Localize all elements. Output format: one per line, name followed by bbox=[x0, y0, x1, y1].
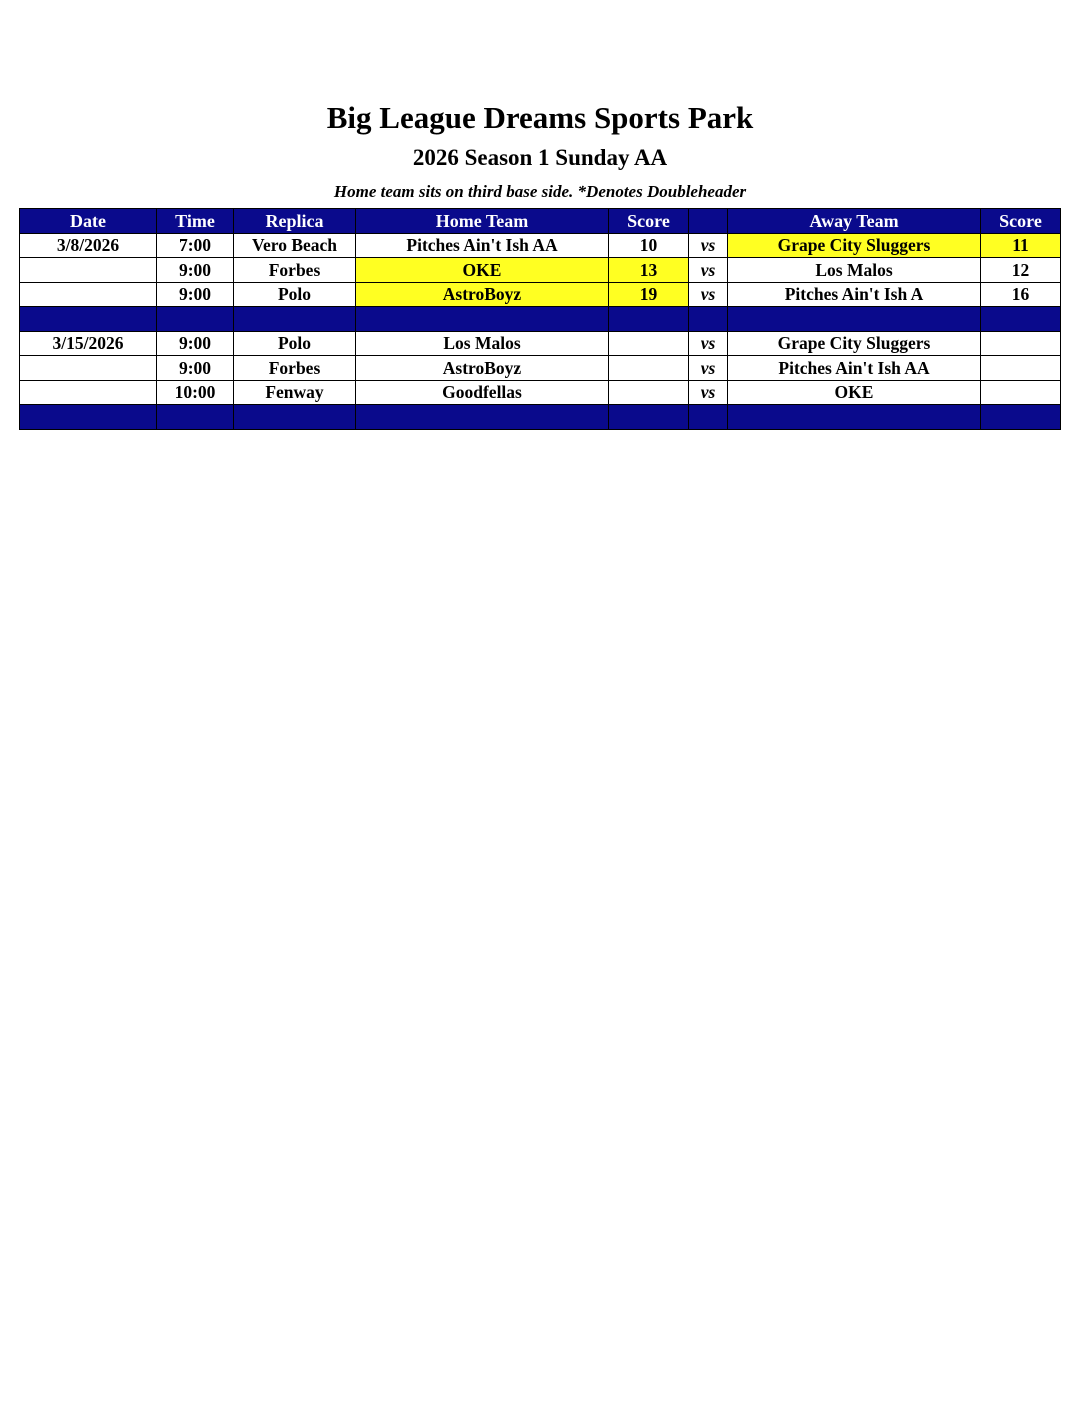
away-score bbox=[981, 356, 1061, 381]
header-vs bbox=[689, 209, 728, 234]
vs-label: vs bbox=[689, 282, 728, 307]
schedule-note: Home team sits on third base side. *Denotes Doubleheader bbox=[333, 182, 747, 201]
away-team-winner: Grape City Sluggers bbox=[728, 233, 981, 258]
schedule-table bbox=[19, 208, 1061, 430]
home-score-winner: 19 bbox=[609, 282, 689, 307]
week-separator-row bbox=[20, 307, 1061, 332]
game-replica: Polo bbox=[234, 282, 356, 307]
game-date bbox=[20, 356, 157, 381]
home-score bbox=[609, 356, 689, 381]
game-replica: Forbes bbox=[234, 356, 356, 381]
header-home-score: Score bbox=[609, 209, 689, 234]
home-score bbox=[609, 331, 689, 356]
away-score bbox=[981, 380, 1061, 405]
game-date: 3/8/2026 bbox=[20, 233, 157, 258]
home-team: Pitches Ain't Ish AA bbox=[356, 233, 609, 258]
game-time: 9:00 bbox=[157, 258, 234, 283]
away-team: Los Malos bbox=[728, 258, 981, 283]
game-time: 9:00 bbox=[157, 331, 234, 356]
game-time: 10:00 bbox=[157, 380, 234, 405]
game-replica: Forbes bbox=[234, 258, 356, 283]
header-away-score: Score bbox=[981, 209, 1061, 234]
away-team: OKE bbox=[728, 380, 981, 405]
vs-label: vs bbox=[689, 258, 728, 283]
page-title: Big League Dreams Sports Park bbox=[326, 100, 754, 135]
header-replica: Replica bbox=[234, 209, 356, 234]
game-date bbox=[20, 282, 157, 307]
home-team: Los Malos bbox=[356, 331, 609, 356]
away-team: Pitches Ain't Ish A bbox=[728, 282, 981, 307]
away-score: 16 bbox=[981, 282, 1061, 307]
header-home-team: Home Team bbox=[356, 209, 609, 234]
away-team: Grape City Sluggers bbox=[728, 331, 981, 356]
game-row bbox=[20, 233, 1061, 258]
away-score-winner: 11 bbox=[981, 233, 1061, 258]
home-team: AstroBoyz bbox=[356, 356, 609, 381]
game-replica: Fenway bbox=[234, 380, 356, 405]
game-row bbox=[20, 356, 1061, 381]
home-score: 10 bbox=[609, 233, 689, 258]
away-score: 12 bbox=[981, 258, 1061, 283]
game-date bbox=[20, 258, 157, 283]
game-date bbox=[20, 380, 157, 405]
header-time: Time bbox=[157, 209, 234, 234]
home-team-winner: OKE bbox=[356, 258, 609, 283]
vs-label: vs bbox=[689, 380, 728, 405]
game-time: 9:00 bbox=[157, 282, 234, 307]
vs-label: vs bbox=[689, 356, 728, 381]
game-row bbox=[20, 258, 1061, 283]
home-score bbox=[609, 380, 689, 405]
week-separator-row bbox=[20, 405, 1061, 430]
vs-label: vs bbox=[689, 233, 728, 258]
game-row bbox=[20, 380, 1061, 405]
home-score-winner: 13 bbox=[609, 258, 689, 283]
header-date: Date bbox=[20, 209, 157, 234]
page-subtitle: 2026 Season 1 Sunday AA bbox=[412, 145, 668, 170]
away-score bbox=[981, 331, 1061, 356]
header-row bbox=[20, 209, 1061, 234]
home-team: Goodfellas bbox=[356, 380, 609, 405]
game-row bbox=[20, 282, 1061, 307]
header-away-team: Away Team bbox=[728, 209, 981, 234]
game-time: 9:00 bbox=[157, 356, 234, 381]
vs-label: vs bbox=[689, 331, 728, 356]
game-date: 3/15/2026 bbox=[20, 331, 157, 356]
game-replica: Vero Beach bbox=[234, 233, 356, 258]
home-team-winner: AstroBoyz bbox=[356, 282, 609, 307]
game-replica: Polo bbox=[234, 331, 356, 356]
game-time: 7:00 bbox=[157, 233, 234, 258]
away-team: Pitches Ain't Ish AA bbox=[728, 356, 981, 381]
game-row bbox=[20, 331, 1061, 356]
